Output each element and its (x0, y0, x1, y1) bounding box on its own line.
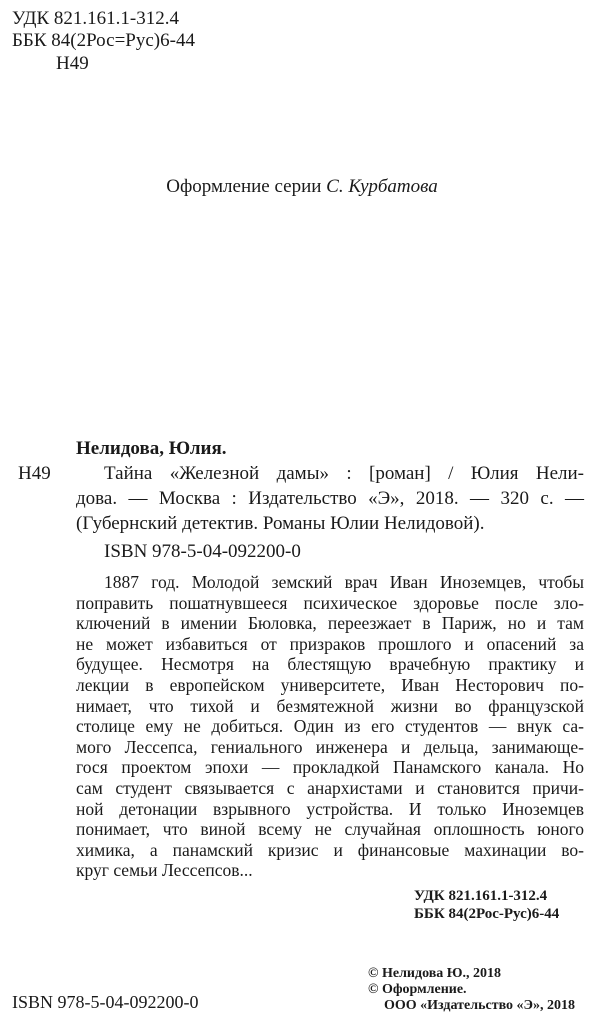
udk-code: УДК 821.161.1-312.4 (12, 8, 179, 29)
annotation-line: круг семьи Лессепсов... (76, 860, 253, 881)
annotation-line: понимает, что виной всему не случайная оплошность юного (76, 819, 584, 840)
bottom-bbk-code: ББК 84(2Рос-Рус)6-44 (414, 906, 560, 922)
catalog-description-line: (Губернский детектив. Романы Юлии Нелидовой). (76, 513, 485, 534)
annotation-line: столице ему не добиться. Один из его студентов — внук са- (76, 716, 584, 737)
annotation-line: ной детонации взрывного устройства. И только Иноземцев (76, 798, 584, 819)
annotation-line: гося проектом эпохи — прокладкой Панамского канала. Но (76, 757, 584, 778)
bottom-udk-code: УДК 821.161.1-312.4 (414, 888, 548, 904)
annotation-line: ключений в имении Бюловка, переезжает в Париж, но и там (76, 613, 584, 634)
annotation-line: поправить пошатнувшееся психическое здоровье после зло- (76, 592, 584, 613)
catalog-isbn: ISBN 978-5-04-092200-0 (104, 541, 301, 562)
copyright-publisher: ООО «Издательство «Э», 2018 (384, 998, 576, 1013)
catalog-author: Нелидова, Юлия. (76, 438, 227, 459)
bbk-code: ББК 84(2Рос=Рус)6-44 (12, 30, 195, 51)
footer-isbn: ISBN 978-5-04-092200-0 (12, 992, 199, 1012)
design-credit-designer: С. Курбатова (326, 176, 438, 197)
copyright-design: © Оформление. (368, 982, 467, 997)
annotation-line: не может избавиться от призраков прошлого и опасений за (76, 633, 584, 654)
annotation-line: нимает, что тихой и безмятежной жизни во французской (76, 695, 584, 716)
catalog-author-mark: Н49 (18, 463, 51, 484)
annotation-line: будущее. Несмотря на блестящую врачебную практику и (76, 654, 584, 675)
design-credit-label: Оформление серии (166, 176, 322, 197)
annotation-line: сам студент связывается с анархистами и становится причи- (76, 778, 584, 798)
design-credit (0, 175, 604, 198)
annotation-line: химика, а панамский кризис и финансовые махинации во- (76, 839, 584, 860)
author-mark: Н49 (56, 53, 89, 74)
annotation-line: лекции в европейском университете, Иван Несторович по- (76, 675, 584, 695)
copyright-author: © Нелидова Ю., 2018 (368, 966, 502, 981)
catalog-description-line: Тайна «Железной дамы» : [роман] / Юлия Нели- (104, 463, 584, 484)
catalog-description-line: дова. — Москва : Издательство «Э», 2018. — 320 с. — (76, 488, 584, 509)
annotation-line: мого Лессепса, гениального инженера и дельца, занимающе- (76, 736, 584, 757)
annotation-line: 1887 год. Молодой земский врач Иван Иноземцев, чтобы (104, 572, 584, 592)
